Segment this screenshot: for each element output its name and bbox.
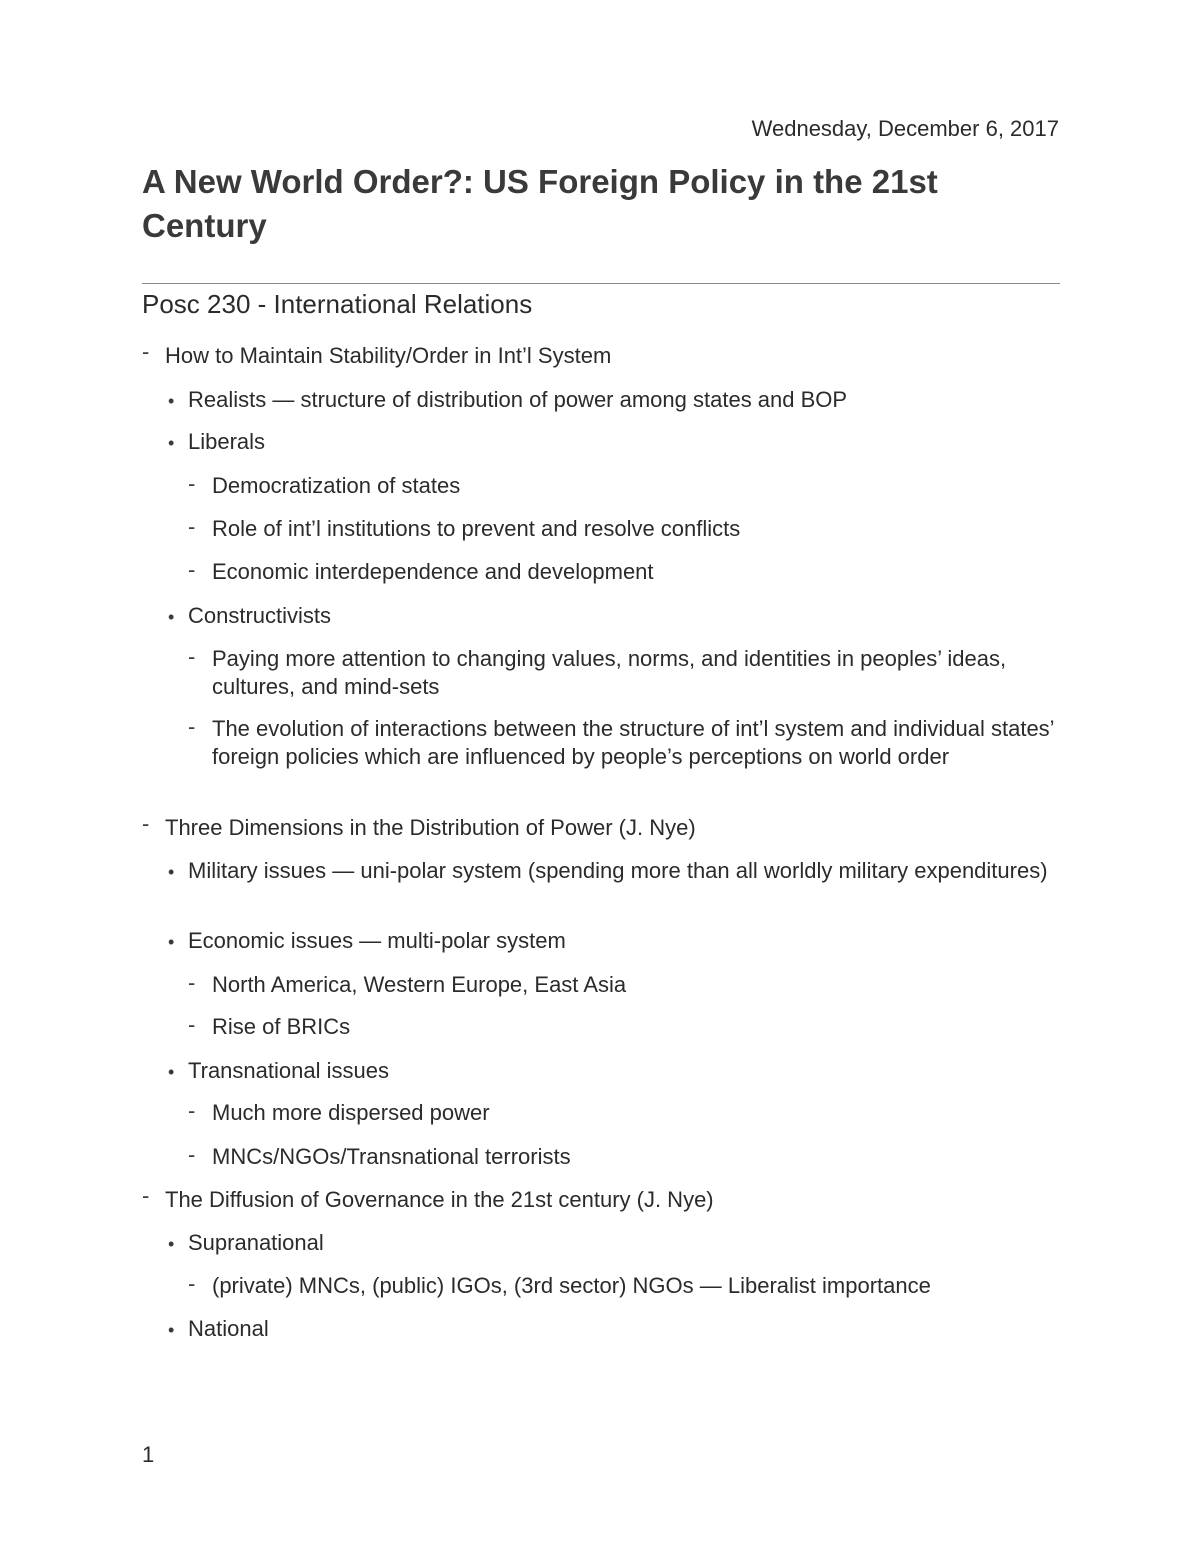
outline-item: [188, 1012, 1060, 1041]
outline-item: [168, 386, 1058, 414]
bullet-marker: •: [168, 1062, 175, 1082]
outline-item-text: Three Dimensions in the Distribution of Power (J. Nye): [165, 815, 696, 840]
dash-marker: -: [188, 644, 196, 669]
outline-item: [168, 428, 1058, 456]
bullet-marker: •: [168, 607, 175, 627]
outline-item-text: Rise of BRICs: [212, 1014, 351, 1039]
outline-item: [188, 557, 1060, 586]
dash-marker: -: [142, 339, 150, 364]
dash-marker: -: [142, 811, 150, 836]
course-heading: Posc 230 - International Relations: [142, 289, 533, 319]
outline-item: [168, 927, 1058, 955]
outline-item-text: Much more dispersed power: [212, 1100, 490, 1125]
outline-item-text: (private) MNCs, (public) IGOs, (3rd sector) NGOs — Liberalist importance: [212, 1273, 931, 1298]
dash-marker: -: [188, 514, 196, 539]
document-date: Wednesday, December 6, 2017: [751, 116, 1059, 141]
dash-marker: -: [188, 970, 196, 995]
outline-item-text: North America, Western Europe, East Asia: [212, 972, 627, 997]
outline-item: [142, 339, 1055, 370]
outline-item-text: Democratization of states: [212, 473, 461, 498]
outline-item: [168, 1229, 1058, 1257]
outline-item-text: National: [188, 1316, 269, 1341]
outline-item: [168, 857, 1058, 885]
outline-item-text: Liberals: [188, 429, 266, 454]
outline-item: [188, 1098, 1060, 1127]
outline-item-text: Supranational: [188, 1230, 324, 1255]
dash-marker: -: [188, 1098, 196, 1123]
dash-marker: -: [188, 1012, 196, 1037]
outline-item: [188, 1142, 1060, 1171]
dash-marker: -: [142, 1183, 150, 1208]
bullet-marker: •: [168, 391, 175, 411]
outline-item-text: Paying more attention to changing values, norms, and identities in peoples’ ideas, cultures, and mind-sets: [212, 646, 1007, 699]
outline-item-text: Military issues — uni-polar system (spending more than all worldly military expenditures): [188, 858, 1048, 883]
dash-marker: -: [188, 1271, 196, 1296]
outline-item: [188, 1271, 1060, 1300]
page-number: 1: [142, 1442, 155, 1467]
outline-item-text: MNCs/NGOs/Transnational terrorists: [212, 1144, 571, 1169]
outline-item-text: Realists — structure of distribution of power among states and BOP: [188, 387, 848, 412]
outline-item: [188, 714, 1060, 771]
bullet-marker: •: [168, 433, 175, 453]
dash-marker: -: [188, 714, 196, 739]
outline-item: [168, 1315, 1058, 1343]
outline-item-text: Economic interdependence and development: [212, 559, 654, 584]
outline-item: [188, 970, 1060, 999]
outline-item-text: How to Maintain Stability/Order in Int’l System: [165, 343, 612, 368]
outline-item: [168, 602, 1058, 630]
bullet-marker: •: [168, 862, 175, 882]
document-title: A New World Order?: US Foreign Policy in the 21st Century: [142, 163, 938, 244]
bullet-marker: •: [168, 1234, 175, 1254]
outline-item-text: Role of int’l institutions to prevent and resolve conflicts: [212, 516, 741, 541]
bullet-marker: •: [168, 1320, 175, 1340]
bullet-marker: •: [168, 932, 175, 952]
title-divider: [142, 283, 1060, 284]
dash-marker: -: [188, 557, 196, 582]
dash-marker: -: [188, 1142, 196, 1167]
dash-marker: -: [188, 471, 196, 496]
outline-item: [142, 811, 1055, 842]
outline-item: [142, 1183, 1055, 1214]
outline-item-text: Constructivists: [188, 603, 332, 628]
outline-item-text: The evolution of interactions between the structure of int’l system and individual states’ foreign policies which are influenced by people’s perceptions on world order: [212, 716, 1054, 769]
outline-item-text: Economic issues — multi-polar system: [188, 928, 566, 953]
outline-item-text: The Diffusion of Governance in the 21st century (J. Nye): [165, 1187, 714, 1212]
outline-item: [168, 1057, 1058, 1085]
outline-item: [188, 644, 1060, 701]
outline-item: [188, 471, 1060, 500]
outline-item: [188, 514, 1060, 543]
outline-item-text: Transnational issues: [188, 1058, 389, 1083]
